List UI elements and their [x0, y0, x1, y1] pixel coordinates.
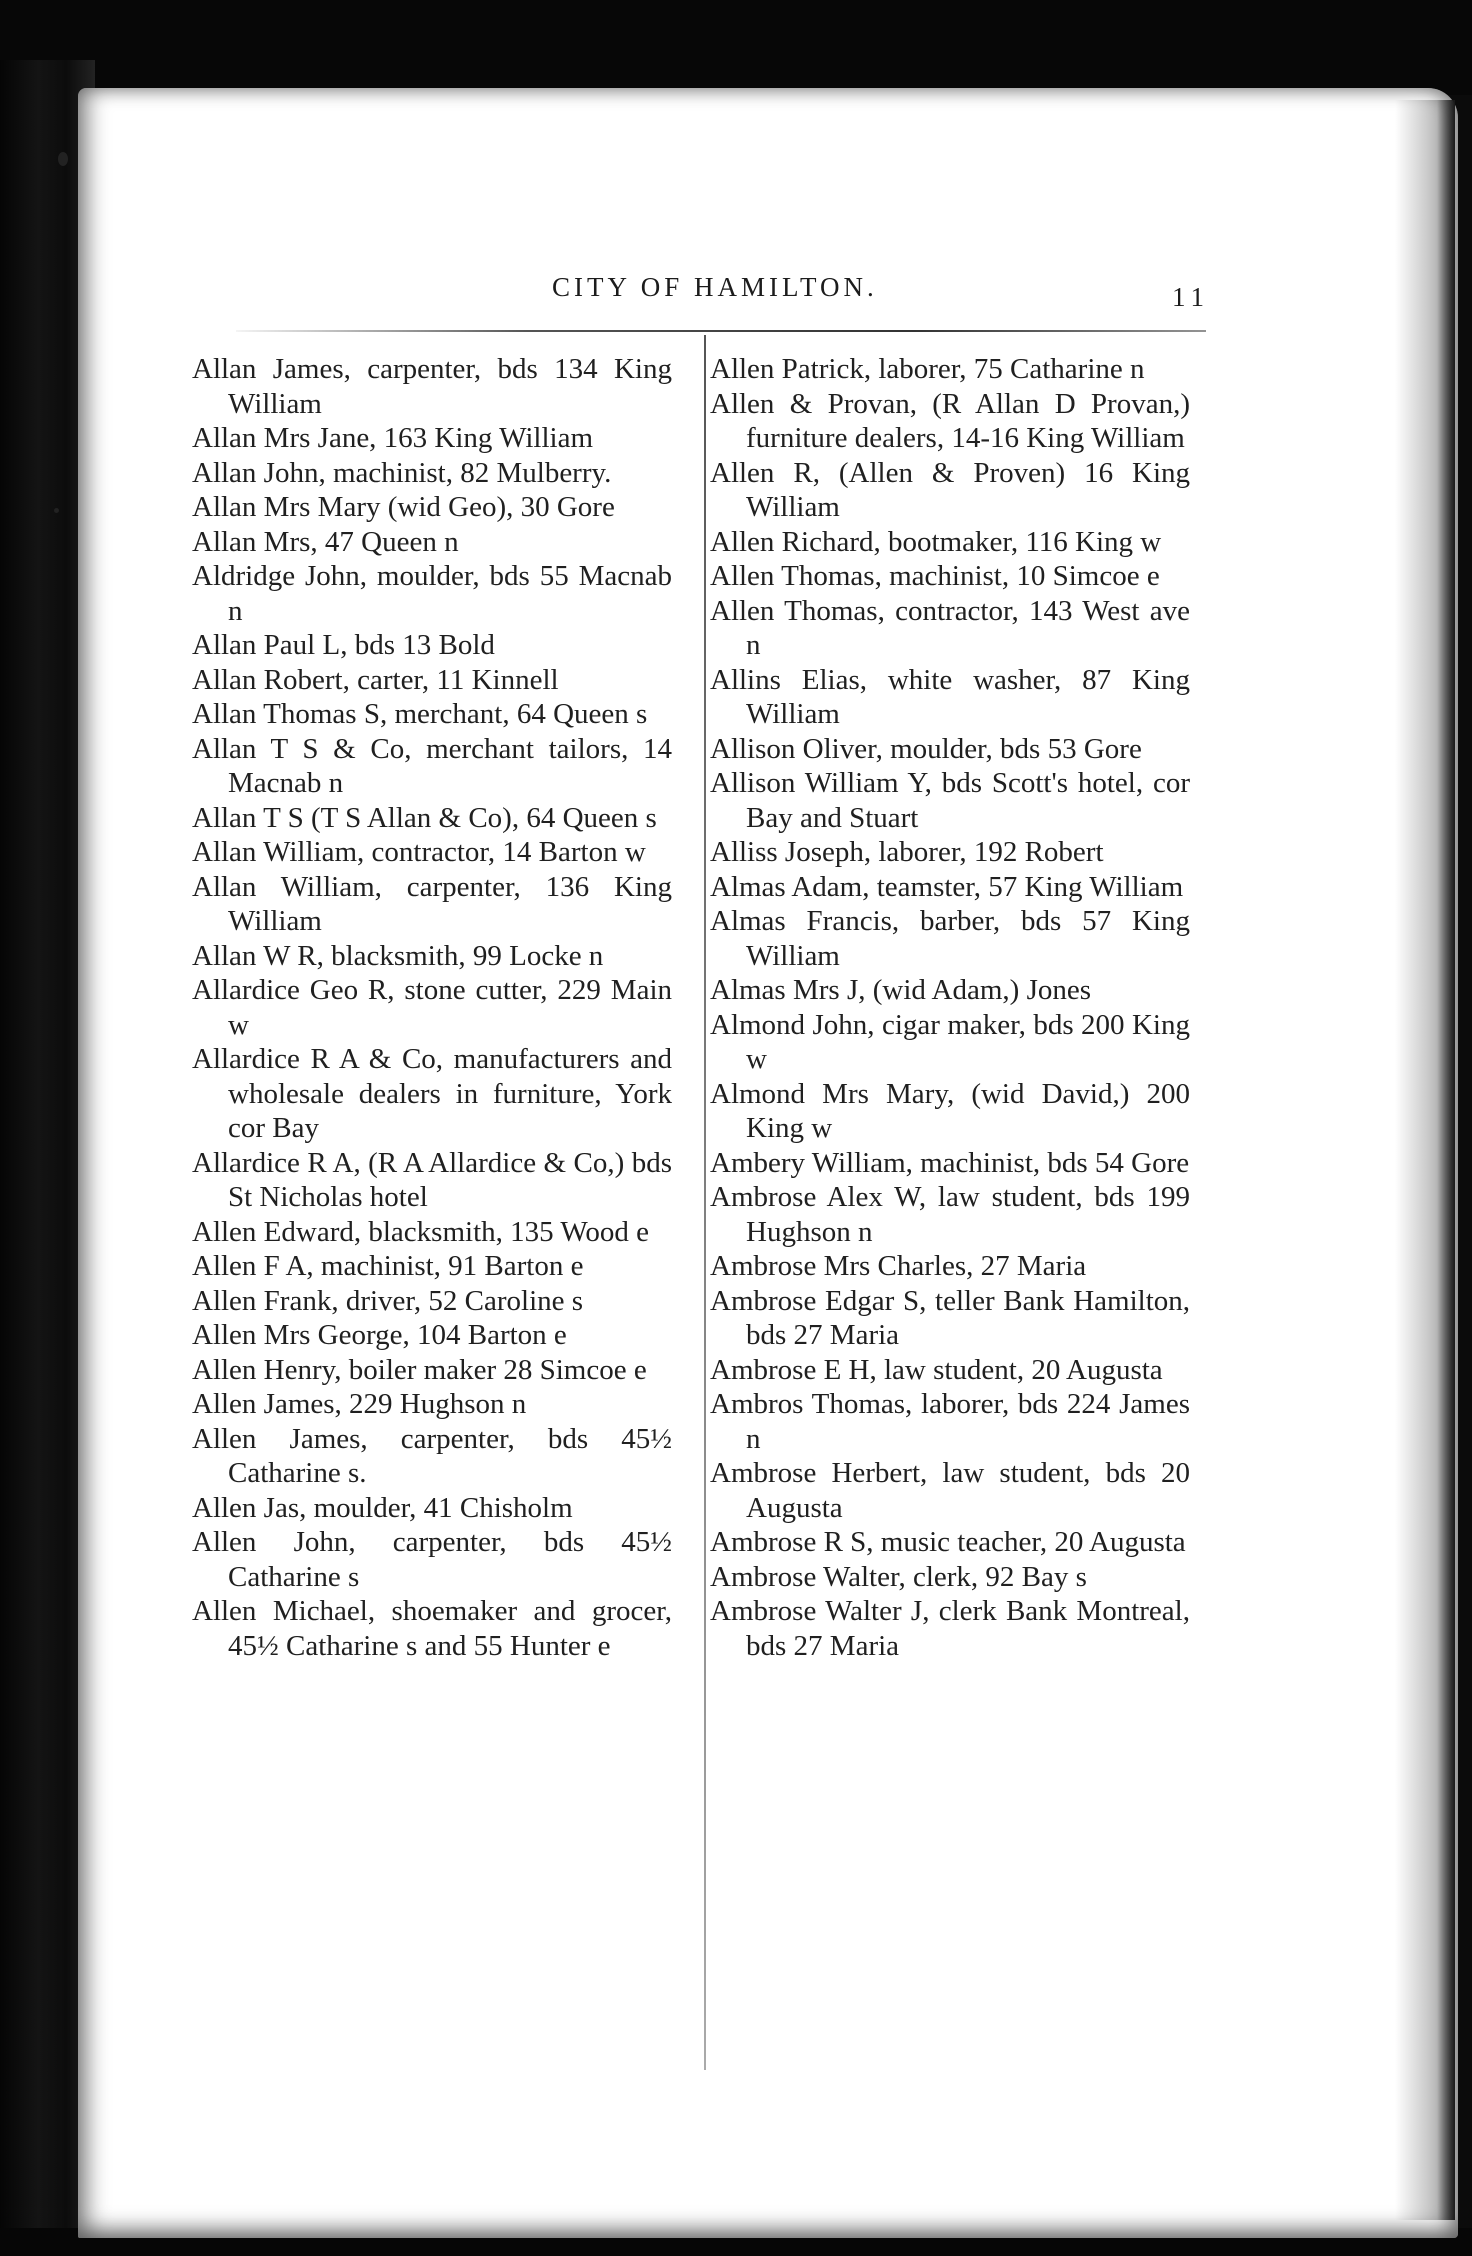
directory-entry: Allan William, carpenter, 136 King William — [192, 870, 672, 937]
directory-entry: Allen R, (Allen & Proven) 16 King William — [710, 456, 1190, 523]
ink-speck — [54, 508, 59, 513]
directory-entry: Allan T S (T S Allan & Co), 64 Queen s — [192, 801, 657, 834]
scan-top-margin — [0, 0, 1472, 95]
directory-entry: Allen Edward, blacksmith, 135 Wood e — [192, 1215, 650, 1248]
page-number: 11 — [1172, 282, 1210, 312]
directory-entry: Almas Mrs J, (wid Adam,) Jones — [710, 974, 1092, 1006]
directory-entry: Allen Mrs George, 104 Barton e — [192, 1319, 567, 1351]
directory-entry: Ambrose Edgar S, teller Bank Hamilton, bds 27 Maria — [710, 1284, 1190, 1351]
directory-entry: Allins Elias, white washer, 87 King William — [710, 663, 1190, 730]
directory-entry: Allardice R A, (R A Allardice & Co,) bds St Nicholas hotel — [192, 1146, 672, 1213]
directory-entry: Almond Mrs Mary, (wid David,) 200 King w — [710, 1077, 1190, 1144]
directory-entry: Allan William, contractor, 14 Barton w — [192, 836, 646, 868]
directory-entry: Aldridge John, moulder, bds 55 Macnab n — [192, 560, 672, 627]
directory-entry: Allen Richard, bootmaker, 116 King w — [710, 525, 1162, 558]
directory-entry: Allen F A, machinist, 91 Barton e — [192, 1250, 584, 1282]
directory-entry: Ambrose E H, law student, 20 Augusta — [710, 1353, 1163, 1386]
directory-entry: Allison William Y, bds Scott's hotel, cor Bay and Stuart — [710, 767, 1190, 834]
directory-entry: Allan Thomas S, merchant, 64 Queen s — [192, 698, 648, 730]
page-header: CITY OF HAMILTON. — [552, 272, 878, 302]
directory-entry: Almas Adam, teamster, 57 King William — [710, 870, 1184, 903]
directory-entry: Allen James, 229 Hughson n — [192, 1388, 527, 1420]
directory-entry: Ambrose R S, music teacher, 20 Augusta — [710, 1526, 1186, 1558]
directory-entry: Allison Oliver, moulder, bds 53 Gore — [710, 732, 1142, 765]
directory-entry: Allen Frank, driver, 52 Caroline s — [192, 1284, 584, 1317]
header-rule — [236, 330, 1206, 332]
directory-entry: Ambrose Walter J, clerk Bank Montreal, bds 27 Maria — [710, 1595, 1190, 1662]
directory-entry: Allan Mrs, 47 Queen n — [192, 525, 459, 558]
directory-entry: Allen John, carpenter, bds 45½ Catharine s — [192, 1526, 672, 1593]
directory-entry: Allen Jas, moulder, 41 Chisholm — [192, 1491, 573, 1524]
page-edge-shadow — [1395, 100, 1455, 2220]
directory-entry: Ambros Thomas, laborer, bds 224 James n — [710, 1388, 1190, 1455]
directory-entry: Allan Robert, carter, 11 Kinnell — [192, 663, 559, 696]
directory-entry: Allan Mrs Jane, 163 King William — [192, 422, 594, 454]
directory-entry: Allen & Provan, (R Allan D Provan,) furniture dealers, 14-16 King William — [710, 387, 1190, 454]
directory-entry: Allan T S & Co, merchant tailors, 14 Macnab n — [192, 732, 672, 799]
directory-entry: Allardice R A & Co, manufacturers and wholesale dealers in furniture, York cor Bay — [192, 1043, 672, 1144]
right-column — [710, 352, 1190, 1663]
directory-entry: Allen Patrick, laborer, 75 Catharine n — [710, 353, 1145, 385]
directory-entry: Allen Henry, boiler maker 28 Simcoe e — [192, 1353, 647, 1386]
directory-entry: Allardice Geo R, stone cutter, 229 Main w — [192, 974, 672, 1041]
directory-entry: Allan Mrs Mary (wid Geo), 30 Gore — [192, 491, 615, 523]
directory-entry: Almas Francis, barber, bds 57 King William — [710, 905, 1190, 972]
left-column — [192, 352, 672, 1663]
directory-entry: Ambrose Walter, clerk, 92 Bay s — [710, 1560, 1087, 1593]
directory-entry: Allan John, machinist, 82 Mulberry. — [192, 456, 612, 489]
directory-entry: Allen Thomas, contractor, 143 West ave n — [710, 594, 1190, 661]
directory-entry: Allen Michael, shoemaker and grocer, 45½ Catharine s and 55 Hunter e — [192, 1595, 672, 1662]
directory-entry: Ambery William, machinist, bds 54 Gore — [710, 1146, 1190, 1179]
directory-entry: Ambrose Alex W, law student, bds 199 Hughson n — [710, 1181, 1190, 1248]
directory-entry: Allen James, carpenter, bds 45½ Catharine s. — [192, 1422, 672, 1489]
directory-entry: Allan James, carpenter, bds 134 King William — [192, 353, 672, 420]
column-divider — [704, 335, 706, 2070]
directory-entry: Almond John, cigar maker, bds 200 King w — [710, 1008, 1190, 1075]
directory-entry: Allen Thomas, machinist, 10 Simcoe e — [710, 560, 1160, 592]
directory-entry: Ambrose Herbert, law student, bds 20 Augusta — [710, 1457, 1190, 1524]
directory-entry: Ambrose Mrs Charles, 27 Maria — [710, 1250, 1087, 1282]
directory-entry: Alliss Joseph, laborer, 192 Robert — [710, 836, 1104, 868]
directory-entry: Allan Paul L, bds 13 Bold — [192, 629, 495, 661]
ink-speck — [58, 152, 68, 166]
directory-entry: Allan W R, blacksmith, 99 Locke n — [192, 939, 604, 972]
